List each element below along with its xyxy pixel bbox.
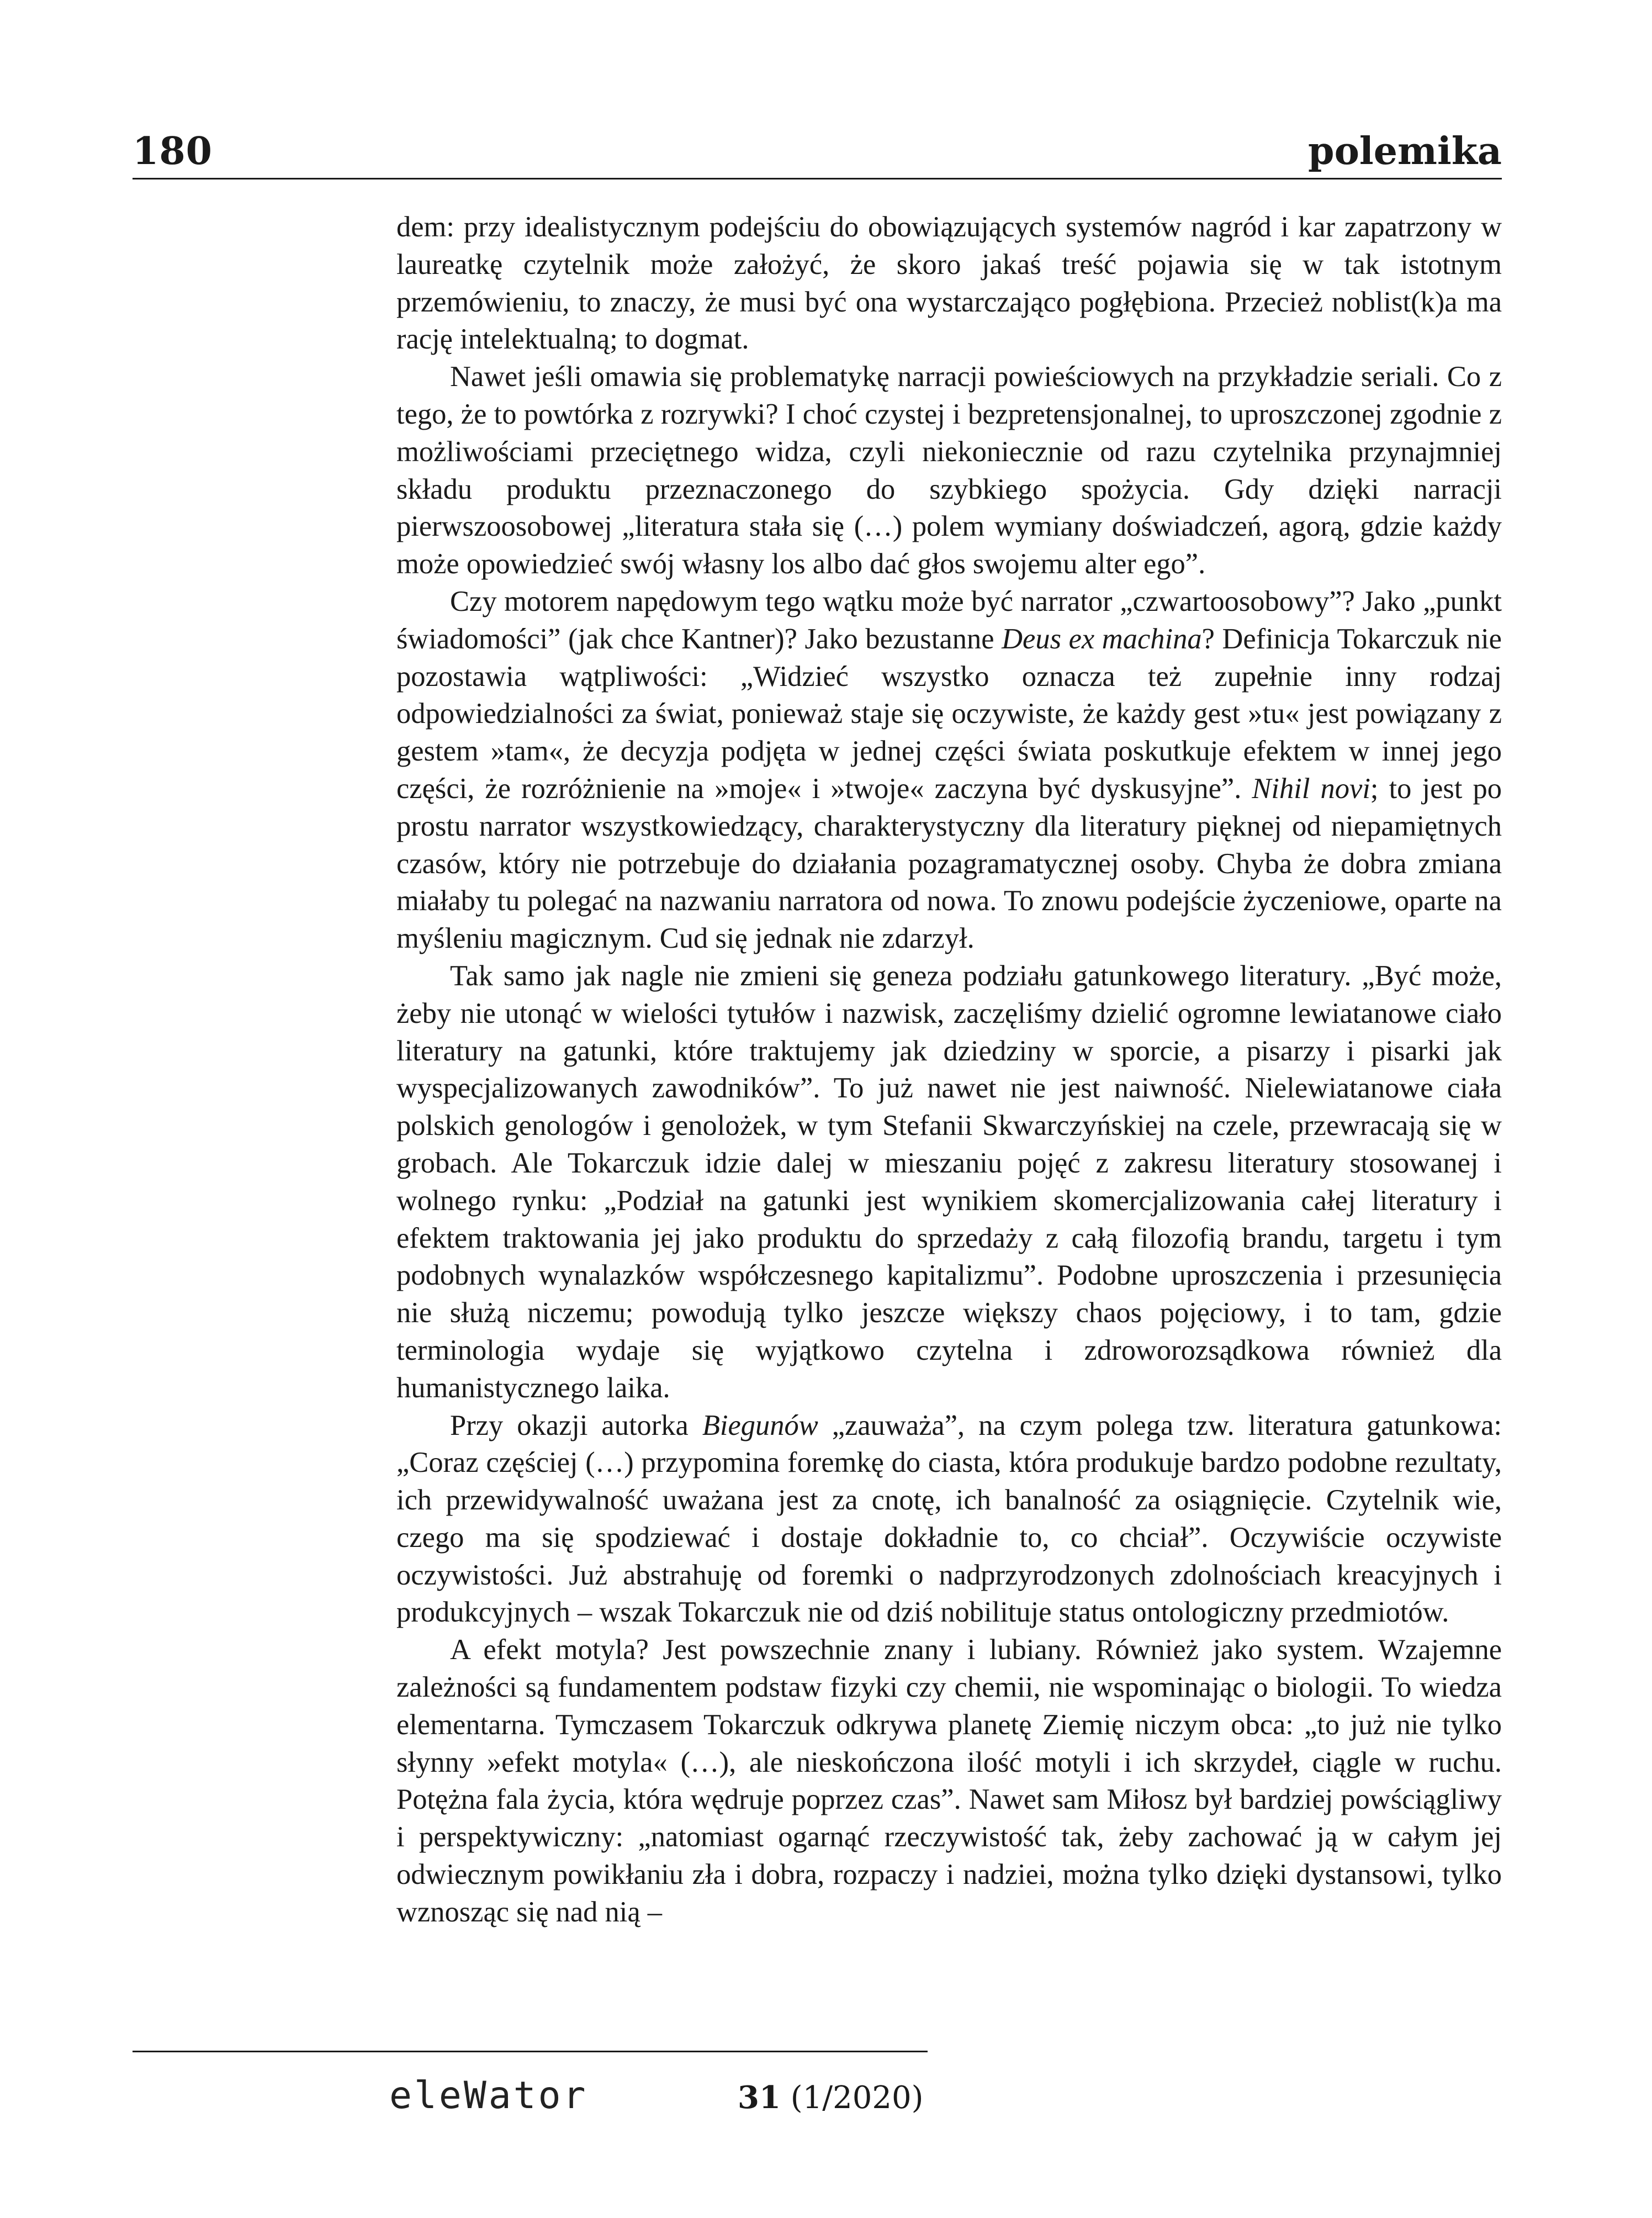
page-header bbox=[133, 123, 1502, 179]
paragraph bbox=[396, 583, 1502, 958]
magazine-logo bbox=[389, 2071, 588, 2121]
text-run: Nawet jeśli omawia się problematykę narracji powieściowych na przykładzie seriali. Co z tego, że to powtórka z rozrywki? I choć czystej i bezpretensjonalnej, to uproszczonej zgodnie z możliwościami przeciętnego widza, czyli niekoniecznie od razu czytelnika przynajmniej składu produktu przeznaczonego do szybkiego spożycia. Gdy dzięki narracji pierwszoosobowej „literatura stała się (…) polem wymiany doświadczeń, agorą, gdzie każdy może opowiedzieć swój własny los albo dać głos swojemu alter ego”. bbox=[396, 361, 1502, 580]
article-body bbox=[396, 209, 1502, 1931]
page-number: 180 bbox=[133, 129, 213, 173]
paragraph bbox=[396, 358, 1502, 583]
text-run: dem: przy idealistycznym podejściu do obowiązujących systemów nagród i kar zapatrzony w laureatkę czytelnik może założyć, że skoro jakaś treść pojawia się w tak istotnym przemówieniu, to znaczy, że musi być ona wystarczająco pogłębiona. Przecież noblist(k)a ma rację intelektualną; to dogmat. bbox=[396, 211, 1502, 356]
italic-text: Biegunów bbox=[702, 1409, 818, 1441]
issue-date: (1/2020) bbox=[790, 2080, 924, 2116]
paragraph bbox=[396, 958, 1502, 1407]
paragraph bbox=[396, 1631, 1502, 1931]
issue-label bbox=[738, 2076, 923, 2120]
italic-text: Deus ex machina bbox=[1002, 622, 1202, 655]
text-run: Przy okazji autorka bbox=[450, 1409, 702, 1441]
section-title: polemika bbox=[1308, 129, 1502, 173]
paragraph bbox=[396, 209, 1502, 358]
italic-text: Nihil novi bbox=[1252, 772, 1370, 805]
magazine-logo-text: eleWator bbox=[389, 2074, 588, 2117]
text-run: Czy motorem napędowym tego wątku może być narrator „czwartoosobowy”? Jako „punkt świadomości” (jak chce Kantner)? Jako bezustanne bbox=[396, 585, 1502, 655]
text-run: Tak samo jak nagle nie zmieni się geneza podziału gatunkowego literatury. „Być może, żeby nie utonąć w wielości tytułów i nazwisk, zaczęliśmy dzielić ogromne lewiatanowe ciało literatury na gatunki, które traktujemy jak dziedziny w sporcie, a pisarzy i pisarki jak wyspecjalizowanych zawodników”. To już nawet nie jest naiwność. Nielewiatanowe ciała polskich genologów i genolożek, w tym Stefanii Skwarczyńskiej na czele, przewracają się w grobach. Ale Tokarczuk idzie dalej w mieszaniu pojęć z zakresu literatury stosowanej i wolnego rynku: „Podział na gatunki jest wynikiem skomercjalizowania całej literatury i efektem traktowania jej jako produktu do sprzedaży z całą filozofią brandu, targetu i tym podobnych wynalazków współczesnego kapitalizmu”. Podobne uproszczenia i przesunięcia nie służą niczemu; powodują tylko jeszcze większy chaos pojęciowy, i to tam, gdzie terminologia wydaje się wyjątkowo czytelna i zdroworozsądkowa również dla humanistycznego laika. bbox=[396, 959, 1502, 1404]
text-run: „zauważa”, na czym polega tzw. literatura gatunkowa: „Coraz częściej (…) przypomina foremkę do ciasta, która produkuje bardzo podobne rezultaty, ich przewidywalność uważana jest za cnotę, ich banalność za osiągnięcie. Czytelnik wie, czego ma się spodziewać i dostaje dokładnie to, co chciał”. Oczywiście oczywiste oczywistości. Już abstrahuję od foremki o nadprzyrodzonych zdolnościach kreacyjnych i produkcyjnych – wszak Tokarczuk nie od dziś nobilituje status ontologiczny przedmiotów. bbox=[396, 1409, 1502, 1629]
issue-number: 31 bbox=[738, 2079, 781, 2116]
paragraph bbox=[396, 1407, 1502, 1632]
text-run: ? Definicja Tokarczuk nie pozostawia wątpliwości: „Widzieć wszystko oznacza też zupełnie inny rodzaj odpowiedzialności za świat, ponieważ staje się oczywiste, że każdy gest »tu« jest powiązany z gestem »tam«, że decyzja podjęta w jednej części świata poskutkuje efektem w innej jego części, że rozróżnienie na »moje« i »twoje« zaczyna być dyskusyjne”. bbox=[396, 622, 1502, 805]
footer-rule bbox=[133, 2051, 928, 2055]
text-run: ; to jest po prostu narrator wszystkowiedzący, charakterystyczny dla literatury pięknej od niepamiętnych czasów, który nie potrzebuje do działania pozagramatycznej osoby. Chyba że dobra zmiana miałaby tu polegać na nazwaniu narratora od nowa. To znowu podejście życzeniowe, oparte na myśleniu magicznym. Cud się jednak nie zdarzył. bbox=[396, 772, 1502, 955]
text-run: A efekt motyla? Jest powszechnie znany i lubiany. Również jako system. Wzajemne zależności są fundamentem podstaw fizyki czy chemii, nie wspominając o biologii. To wiedza elementarna. Tymczasem Tokarczuk odkrywa planetę Ziemię niczym obca: „to już nie tylko słynny »efekt motyla« (…), ale nieskończona ilość motyli i ich skrzydeł, ciągle w ruchu. Potężna fala życia, która wędruje poprzez czas”. Nawet sam Miłosz był bardziej powściągliwy i perspektywiczny: „natomiast ogarnąć rzeczywistość tak, żeby zachować ją w całym jej odwiecznym powikłaniu zła i dobra, rozpaczy i nadziei, można tylko dzięki dystansowi, tylko wznosząc się nad nią – bbox=[396, 1634, 1502, 1928]
